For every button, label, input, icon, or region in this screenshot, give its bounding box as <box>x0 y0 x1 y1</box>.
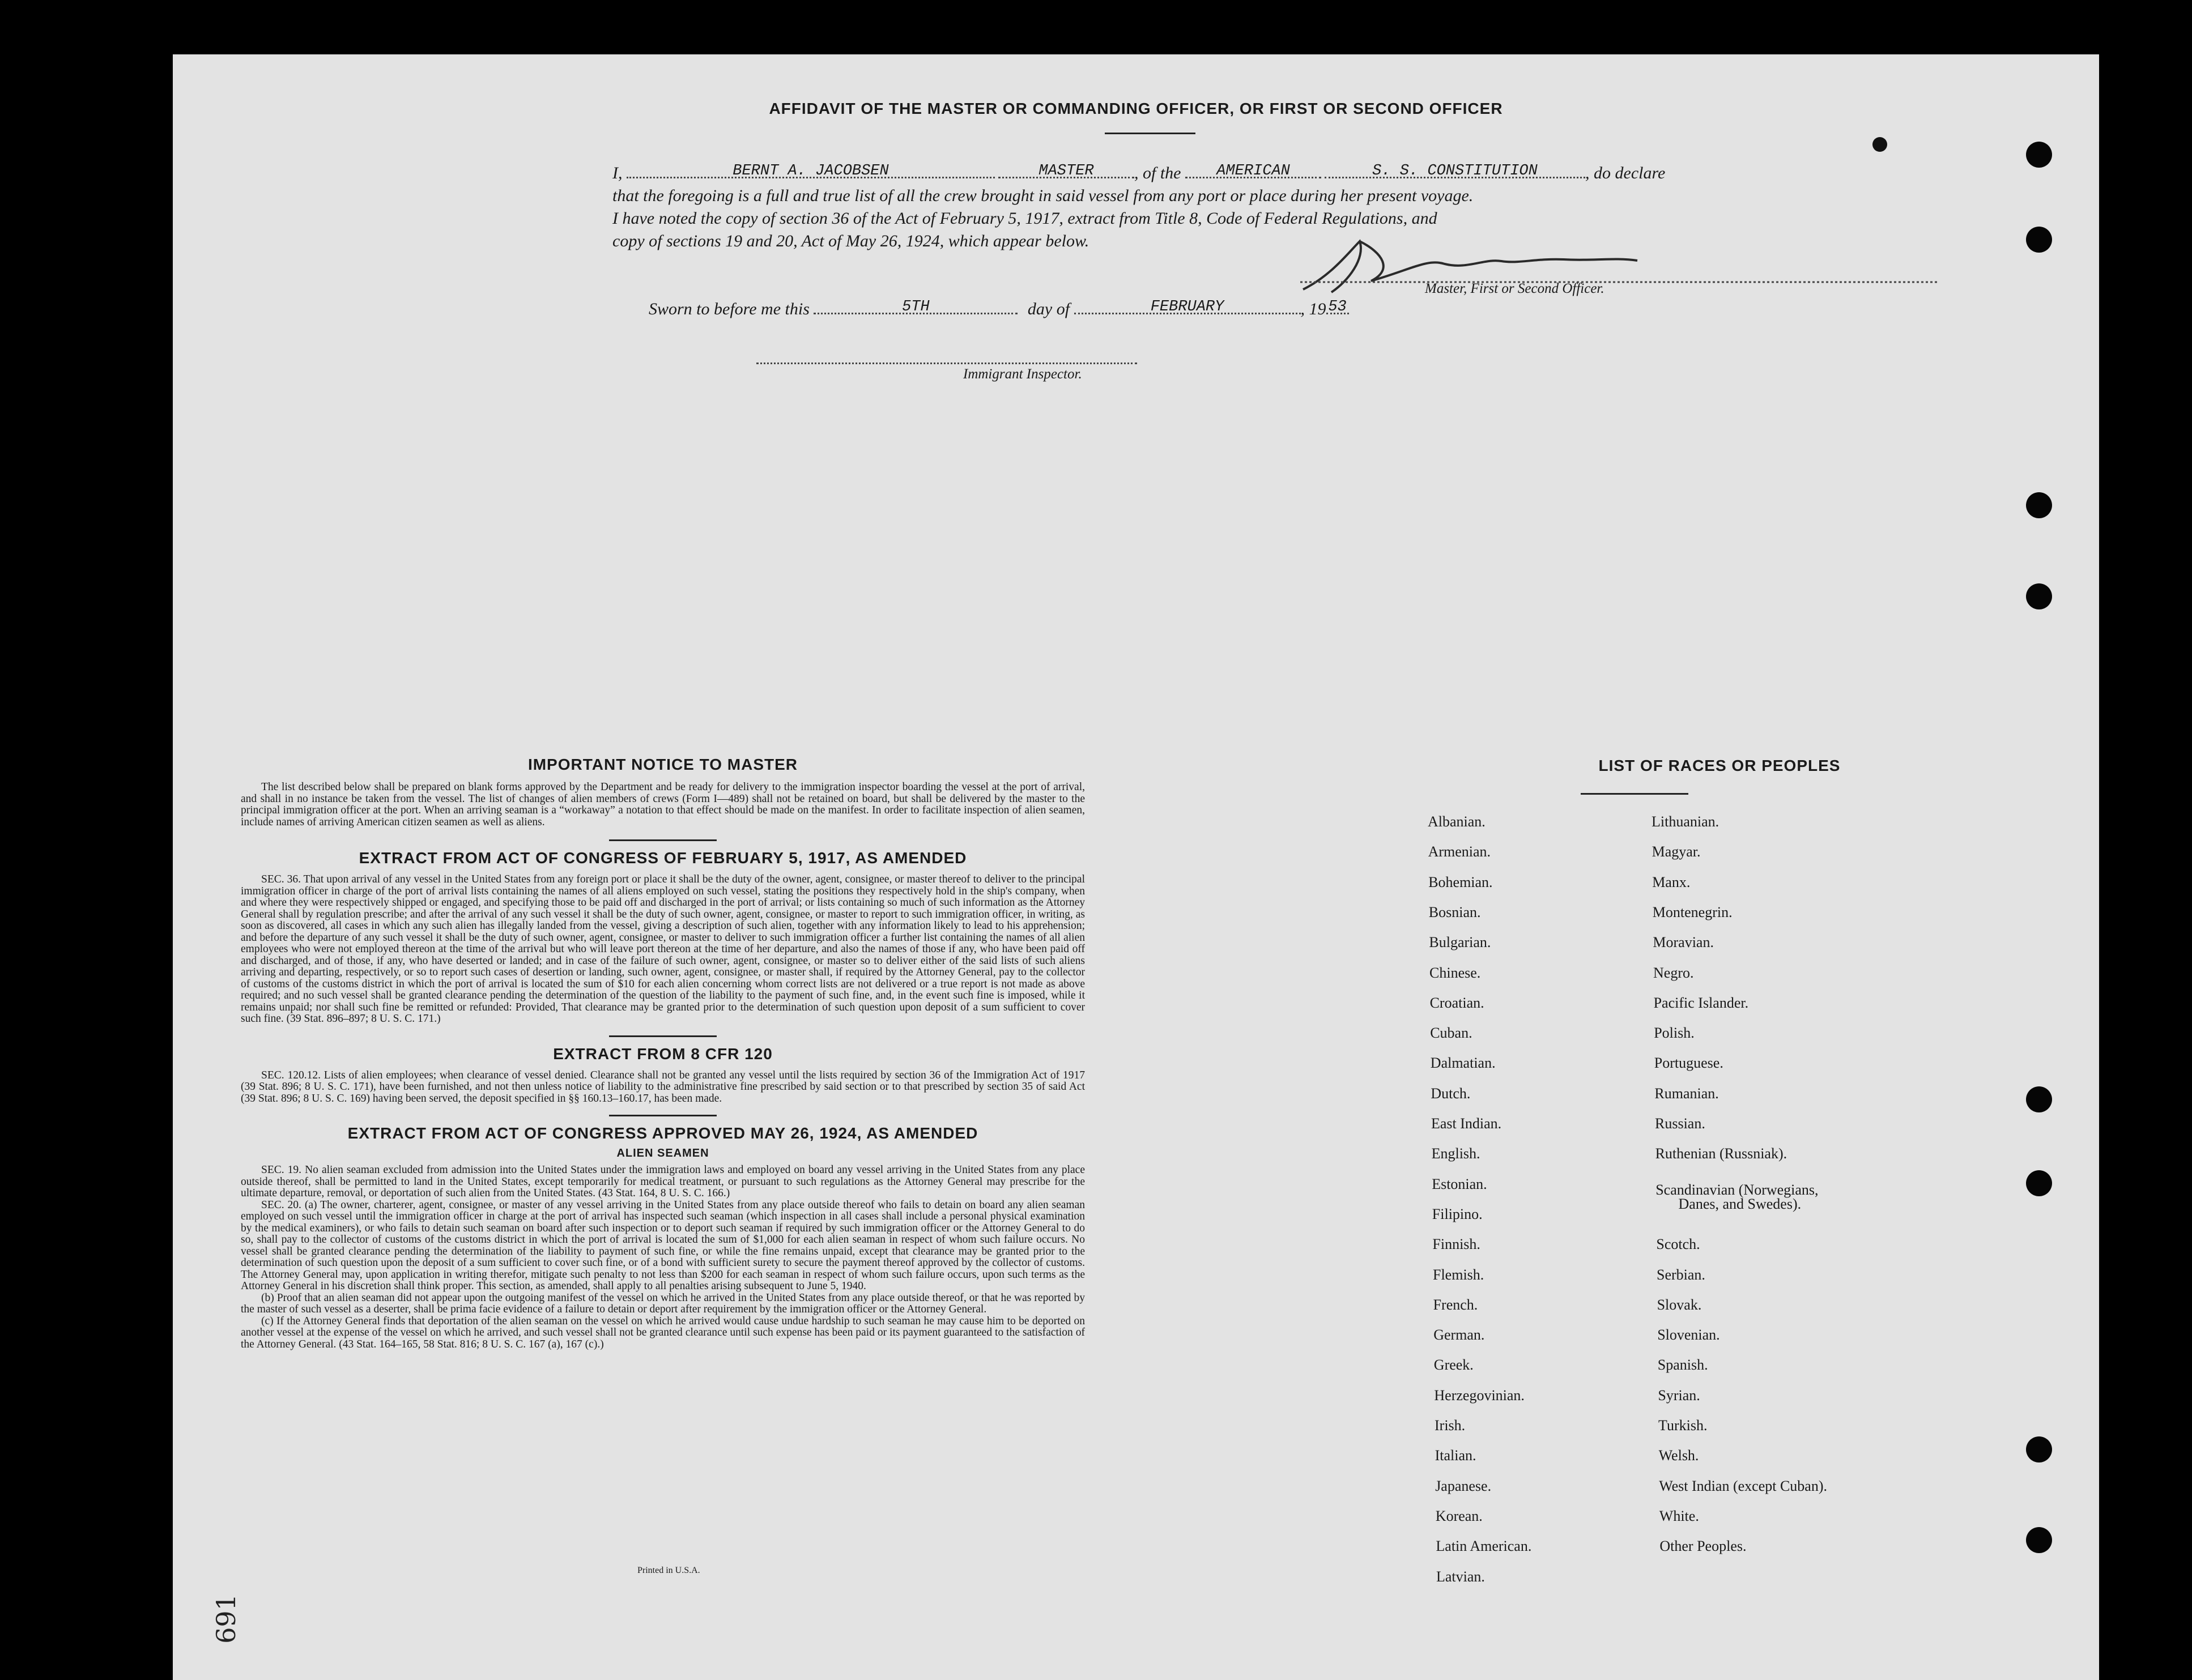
race-item: Danes, and Swedes). <box>1678 1195 1802 1212</box>
race-item: Manx. <box>1652 873 1691 890</box>
master-signature <box>1297 236 1938 298</box>
sworn-day-field <box>814 299 1018 314</box>
year-prefix: , 19 <box>1300 300 1326 318</box>
punch-hole <box>2026 1086 2052 1112</box>
notice-title: IMPORTANT NOTICE TO MASTER <box>527 756 798 773</box>
extract-1924-paragraph: (b) Proof that an alien seaman did not appear upon the outgoing manifest of the vessel on which he arrived in the United States from any place outside thereof, or that he was reported by the master of such vessel as a deserter, shall be prima facie evidence of a failure to detain or deport after requirement by the immigration officer or the Attorney General. <box>241 1291 1085 1315</box>
extract-1924-paragraph: SEC. 19. No alien seaman excluded from admission into the United States under the immigration laws and employed on board any vessel arriving in the United States from any place outside thereof, shall be permitted to land in the United States, except temporarily for medical treatment, or pursuant to such regulations as the Attorney General may prescribe for the ultimate departure, removal, or deportation of such alien from the United States. (43 Stat. 164, 8 U. S. C. 166.) <box>241 1164 1085 1199</box>
declarant-name-field <box>627 163 995 178</box>
race-item: Bohemian. <box>1428 873 1493 890</box>
race-item: Negro. <box>1653 964 1694 981</box>
sworn-line <box>649 298 1349 321</box>
race-item: Ruthenian (Russniak). <box>1655 1145 1787 1162</box>
nationality-field <box>1185 163 1321 178</box>
race-item: Polish. <box>1654 1025 1695 1042</box>
race-item: Dalmatian. <box>1430 1055 1496 1072</box>
punch-hole <box>2026 1527 2052 1553</box>
affidavit-title: AFFIDAVIT OF THE MASTER OR COMMANDING OFFICER, OR FIRST OR SECOND OFFICER <box>769 100 1503 117</box>
race-item: Filipino. <box>1432 1205 1483 1222</box>
declaration-line-3: I have noted the copy of section 36 of the Act of February 5, 1917, extract from Title 8, Code of Federal Regulations, and <box>612 209 1437 228</box>
of-the-label: , of the <box>1134 164 1181 182</box>
race-item: Moravian. <box>1653 934 1714 951</box>
race-item: Russian. <box>1655 1115 1705 1132</box>
declare-label: , do declare <box>1585 164 1666 182</box>
race-item: Lithuanian. <box>1652 813 1719 830</box>
signature-caption: Master, First or Second Officer. <box>1425 281 1604 296</box>
extract-1917-divider <box>609 1035 717 1037</box>
race-item: Finnish. <box>1432 1236 1480 1253</box>
notices-column <box>241 756 1085 1350</box>
race-item: Italian. <box>1435 1447 1476 1464</box>
extract-cfr-text: SEC. 120.12. Lists of alien employees; when clearance of vessel denied. Clearance shall not be granted any vessel until the lists required by section 36 of the Immigration Act of 1917 (39 Stat. 896; 8 U. S. C. 171), have been furnished, and not then unless notice of liability to the administrative fine prescribed by said section or to that prescribed by section 35 of said Act (39 Stat. 896; 8 U. S. C. 169) having been served, the deposit specified in §§ 160.13–160.17, has been made. <box>241 1069 1085 1105</box>
sworn-month-field <box>1074 299 1301 314</box>
punch-hole <box>2026 583 2052 609</box>
race-item: French. <box>1433 1296 1478 1313</box>
declaration-line-2: that the foregoing is a full and true list of all the crew brought in said vessel from any port or place during her present voyage. <box>612 186 1474 205</box>
race-item: Serbian. <box>1657 1266 1705 1283</box>
extract-1917-text: SEC. 36. That upon arrival of any vessel in the United States from any foreign port or place it shall be the duty of the owner, agent, consignee, or master thereof to deliver to the principal immigration officer in charge of the port of arrival lists containing the names of all aliens employed on such vessel, stating the positions they respectively hold in the ship's company, when and where they were respectively shipped or engaged, and specifying those to be paid off and discharged in the port of arrival; or lists containing so much of such information as the Attorney General shall by regulation prescribe; and after the arrival of any such vessel it shall be the duty of such owner, agent, consignee, or master to report to such immigration officer, in writing, as soon as discovered, all cases in which any such alien has illegally landed from the vessel, giving a description of such alien, together with any information likely to lead to his apprehension; and before the departure of any such vessel it shall be the duty of such owner, agent, consignee, or master to deliver to such immigration officer a further list containing the names of all alien employees who were not employed thereon at the time of the arrival but who will leave port thereon at the time of her departure, and also the names of those if any, who have been paid off and discharged, and of those, if any, who have deserted or landed; and in case of the failure of such owner, agent, consignee, or master so to deliver either of the said lists of such aliens arriving and departing, respectively, or so to report such cases of desertion or landing, such owner, agent, consignee, or master shall, if required by the Attorney General, pay to the collector of customs of the customs district in which the port of arrival is located the sum of $10 for each alien concerning whom correct lists are not delivered or a true report is not made as above required; and no such vessel shall be granted clearance pending the determination of the question of the liability to the payment of such fine, and, in the event such fine is imposed, while it remains unpaid; nor shall such fine be remitted or refunded: Provided, That clearance may be granted prior to the determination of such question upon deposit of a sum sufficient to cover such fine. (39 Stat. 896–897; 8 U. S. C. 171.) <box>241 873 1085 1025</box>
race-item: Magyar. <box>1652 843 1701 860</box>
race-item: Armenian. <box>1428 843 1491 860</box>
race-item: Greek. <box>1433 1357 1474 1374</box>
vessel-nationality: AMERICAN <box>1216 163 1290 180</box>
race-item: Latin American. <box>1436 1538 1532 1555</box>
race-item: Estonian. <box>1432 1175 1487 1192</box>
punch-hole <box>2026 492 2052 518</box>
race-item: Irish. <box>1435 1417 1466 1434</box>
race-item: Herzegovinian. <box>1434 1387 1525 1404</box>
race-item: Albanian. <box>1428 813 1486 830</box>
sworn-label: Sworn to before me this <box>649 300 810 318</box>
punch-hole <box>2026 1170 2052 1196</box>
printed-in-usa: Printed in U.S.A. <box>637 1566 700 1575</box>
race-item: East Indian. <box>1431 1115 1502 1132</box>
inspector-caption: Immigrant Inspector. <box>963 366 1082 382</box>
race-item: Korean. <box>1435 1507 1483 1524</box>
race-item: Scotch. <box>1656 1236 1700 1253</box>
vessel-field <box>1325 163 1585 178</box>
race-item: Spanish. <box>1657 1357 1708 1374</box>
race-item: Flemish. <box>1433 1266 1484 1283</box>
punch-hole-small <box>1872 137 1887 152</box>
race-item: Chinese. <box>1429 964 1481 981</box>
declarant-position: MASTER <box>1038 163 1094 180</box>
race-item: White. <box>1659 1507 1699 1524</box>
race-item: Rumanian. <box>1654 1085 1719 1102</box>
vessel-name: S. S. CONSTITUTION <box>1372 163 1538 180</box>
race-item: Pacific Islander. <box>1653 994 1749 1011</box>
punch-hole <box>2026 142 2052 168</box>
race-item: Bosnian. <box>1428 903 1481 920</box>
race-item: Japanese. <box>1435 1477 1492 1494</box>
declarant-name: BERNT A. JACOBSEN <box>733 163 889 180</box>
extract-cfr-divider <box>609 1115 717 1116</box>
extract-cfr-title: EXTRACT FROM 8 CFR 120 <box>553 1044 773 1063</box>
extract-1924-paragraph: (c) If the Attorney General finds that deportation of the alien seaman on the vessel on which he arrived would cause undue hardship to such seaman he may cause him to be deported on another vessel at the expense of the vessel on which he arrived, and such vessel shall not be granted clearance until such expense has been paid or its payment guaranteed to the satisfaction of the Attorney General. (43 Stat. 164–165, 58 Stat. 816; 8 U. S. C. 167 (a), 167 (c).) <box>241 1315 1085 1350</box>
race-item: Montenegrin. <box>1652 903 1733 920</box>
race-item: Latvian. <box>1436 1568 1485 1585</box>
margin-mark: 691 <box>210 1594 241 1644</box>
sworn-year-field <box>1326 299 1349 314</box>
title-divider <box>1105 133 1195 134</box>
punch-hole <box>2026 227 2052 253</box>
extract-1917-title: EXTRACT FROM ACT OF CONGRESS OF FEBRUARY 5, 1917, AS AMENDED <box>359 849 967 867</box>
race-item: Dutch. <box>1431 1085 1471 1102</box>
race-item: Bulgarian. <box>1429 934 1491 951</box>
race-item: West Indian (except Cuban). <box>1659 1477 1827 1494</box>
race-item: Syrian. <box>1658 1387 1700 1404</box>
race-item: Slovak. <box>1657 1296 1702 1313</box>
races-divider <box>1581 793 1688 795</box>
declarant-pronoun: I, <box>612 164 623 182</box>
sworn-month: FEBRUARY <box>1150 299 1224 315</box>
extract-1924-title: EXTRACT FROM ACT OF CONGRESS APPROVED MAY 26, 1924, AS AMENDED <box>347 1124 978 1142</box>
race-item: German. <box>1433 1327 1485 1344</box>
race-item: Scandinavian (Norwegians, <box>1655 1181 1819 1198</box>
race-item: Turkish. <box>1658 1417 1708 1434</box>
declarant-position-field <box>998 163 1134 178</box>
race-item: Other Peoples. <box>1659 1538 1747 1555</box>
document-page <box>173 54 2099 1680</box>
race-item: Welsh. <box>1658 1447 1699 1464</box>
inspector-signature-line <box>756 363 1137 364</box>
notice-divider <box>609 839 717 841</box>
extract-1924-paragraph: SEC. 20. (a) The owner, charterer, agent, consignee, or master of any vessel arriving in the United States from any place outside thereof who fails to detain on board any alien seaman employed on such vessel until the immigration officer in charge at the port of arrival has inspected such seaman (which inspection in all cases shall include a personal physical examination by the medical examiners), or who fails to detain such seaman on board after such inspection or to deport such seaman if required by such immigration officer or the Attorney General to do so, shall pay to the collector of customs of the customs district in which the port of arrival is located the sum of $1,000 for each alien seaman in respect of whom such failure occurs. No vessel shall be granted clearance pending the determination of the liability to payment of such fine, or while the fine remains unpaid, except that clearance may be granted prior to the determination of such question upon the deposit of a sum sufficient to cover such fine, or of a bond with sufficient surety to secure the payment thereof approved by the collector of customs. The Attorney General may, upon application in writing therefor, mitigate such penalty to not less than $200 for each seaman in respect of whom such failure occurs, upon such terms as the Attorney General in his discretion shall think proper. This section, as amended, shall apply to all penalties arising subsequent to June 5, 1940. <box>241 1199 1085 1292</box>
races-title: LIST OF RACES OR PEOPLES <box>1598 757 1841 774</box>
race-item: Portuguese. <box>1654 1055 1723 1072</box>
day-of-label: day of <box>1027 300 1070 318</box>
race-item: English. <box>1431 1145 1480 1162</box>
race-item: Cuban. <box>1430 1025 1472 1042</box>
race-item: Croatian. <box>1429 994 1484 1011</box>
extract-1924-subtitle: ALIEN SEAMEN <box>616 1147 709 1159</box>
punch-hole <box>2026 1436 2052 1462</box>
sworn-day: 5TH <box>902 299 930 315</box>
notice-text: The list described below shall be prepared on blank forms approved by the Department and be ready for delivery to the immigration inspector boarding the vessel at the port of arrival, and shall in no instance be taken from the vessel. The list of changes of alien members of crews (Form I—489) shall not be retained on board, but shall be delivered by the master to the principal immigration officer at the port. When an arriving seaman is a “workaway” a notation to that effect should be made on the manifest. In order to facilitate inspection of alien seamen, include names of arriving American citizen seamen as well as aliens. <box>241 781 1085 828</box>
race-item: Slovenian. <box>1657 1327 1720 1344</box>
sworn-year: 53 <box>1328 299 1347 315</box>
declaration-line-4: copy of sections 19 and 20, Act of May 26, 1924, which appear below. <box>612 232 1089 250</box>
